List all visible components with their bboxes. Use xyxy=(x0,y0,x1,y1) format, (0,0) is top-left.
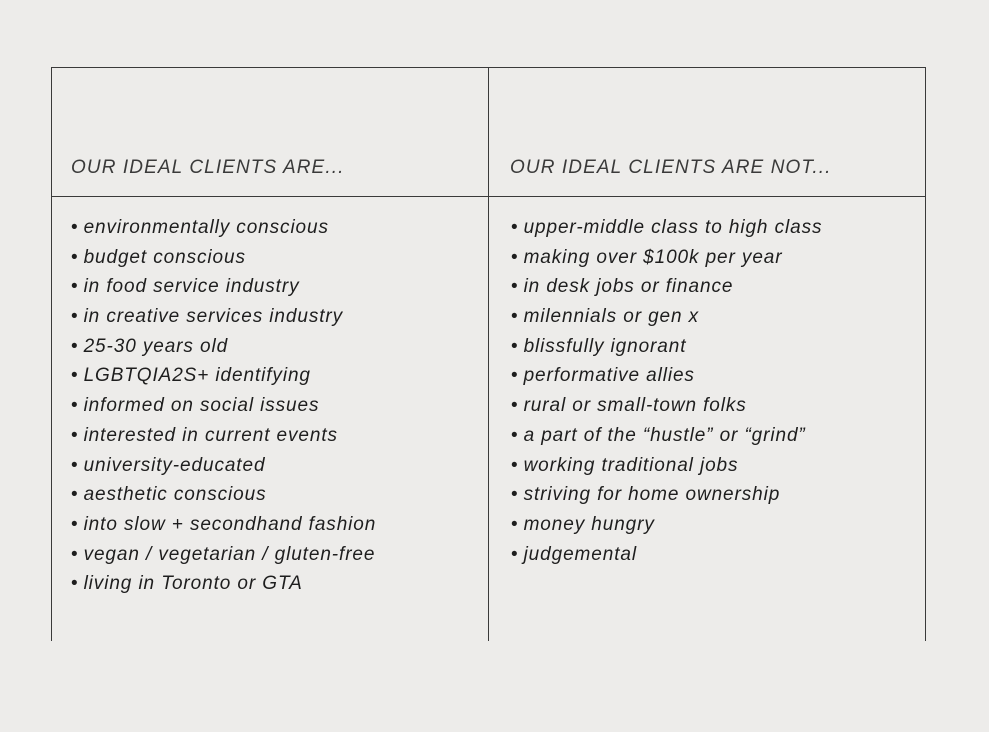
bullet-icon: • xyxy=(511,454,519,476)
list-item: • LGBTQIA2S+ identifying xyxy=(71,365,311,387)
list-item: • money hungry xyxy=(511,513,655,535)
list-item: • upper-middle class to high class xyxy=(511,217,823,238)
bullet-icon: • xyxy=(511,246,519,268)
bullet-icon: • xyxy=(71,573,79,595)
list-item: • making over $100k per year xyxy=(511,246,783,268)
list-item: • striving for home ownership xyxy=(511,484,781,506)
header-divider xyxy=(51,196,926,197)
bullet-icon: • xyxy=(71,365,79,387)
bullet-icon: • xyxy=(71,306,79,328)
list-item: • 25-30 years old xyxy=(71,335,229,357)
bullet-icon: • xyxy=(511,335,519,357)
bullet-icon: • xyxy=(71,276,79,298)
list-item: • university-educated xyxy=(71,454,266,476)
list-item: • blissfully ignorant xyxy=(511,335,687,357)
bullet-icon: • xyxy=(71,543,79,565)
list-item: • in food service industry xyxy=(71,276,300,298)
list-item: • living in Toronto or GTA xyxy=(71,573,303,595)
list-item: • informed on social issues xyxy=(71,395,320,417)
list-item: • aesthetic conscious xyxy=(71,484,267,506)
list-item: • budget conscious xyxy=(71,246,246,268)
bullet-icon: • xyxy=(71,335,79,357)
bullet-icon: • xyxy=(71,454,79,476)
list-item: • interested in current events xyxy=(71,424,338,446)
non-ideal-clients-list xyxy=(511,214,822,570)
ideal-clients-list xyxy=(71,214,376,600)
non-ideal-clients-header: OUR IDEAL CLIENTS ARE NOT... xyxy=(510,157,832,178)
list-item: • milennials or gen x xyxy=(511,306,700,328)
list-item: • into slow + secondhand fashion xyxy=(71,513,377,535)
bullet-icon: • xyxy=(511,306,519,328)
bullet-icon: • xyxy=(511,543,519,565)
bullet-icon: • xyxy=(511,424,519,446)
list-item: • environmentally conscious xyxy=(71,217,329,238)
list-item: • a part of the “hustle” or “grind” xyxy=(511,424,806,446)
column-divider xyxy=(488,67,489,641)
list-item: • performative allies xyxy=(511,365,695,387)
list-item: • rural or small-town folks xyxy=(511,395,747,417)
bullet-icon: • xyxy=(71,395,79,417)
bullet-icon: • xyxy=(71,217,79,238)
bullet-icon: • xyxy=(511,217,519,238)
list-item: • in creative services industry xyxy=(71,306,344,328)
ideal-clients-header: OUR IDEAL CLIENTS ARE... xyxy=(71,157,345,178)
list-item: • working traditional jobs xyxy=(511,454,739,476)
bullet-icon: • xyxy=(511,365,519,387)
list-item: • in desk jobs or finance xyxy=(511,276,734,298)
list-item: • vegan / vegetarian / gluten-free xyxy=(71,543,376,565)
bullet-icon: • xyxy=(71,424,79,446)
bullet-icon: • xyxy=(511,513,519,535)
bullet-icon: • xyxy=(511,276,519,298)
bullet-icon: • xyxy=(511,484,519,506)
bullet-icon: • xyxy=(71,513,79,535)
bullet-icon: • xyxy=(511,395,519,417)
list-item: • judgemental xyxy=(511,543,637,565)
bullet-icon: • xyxy=(71,484,79,506)
bullet-icon: • xyxy=(71,246,79,268)
